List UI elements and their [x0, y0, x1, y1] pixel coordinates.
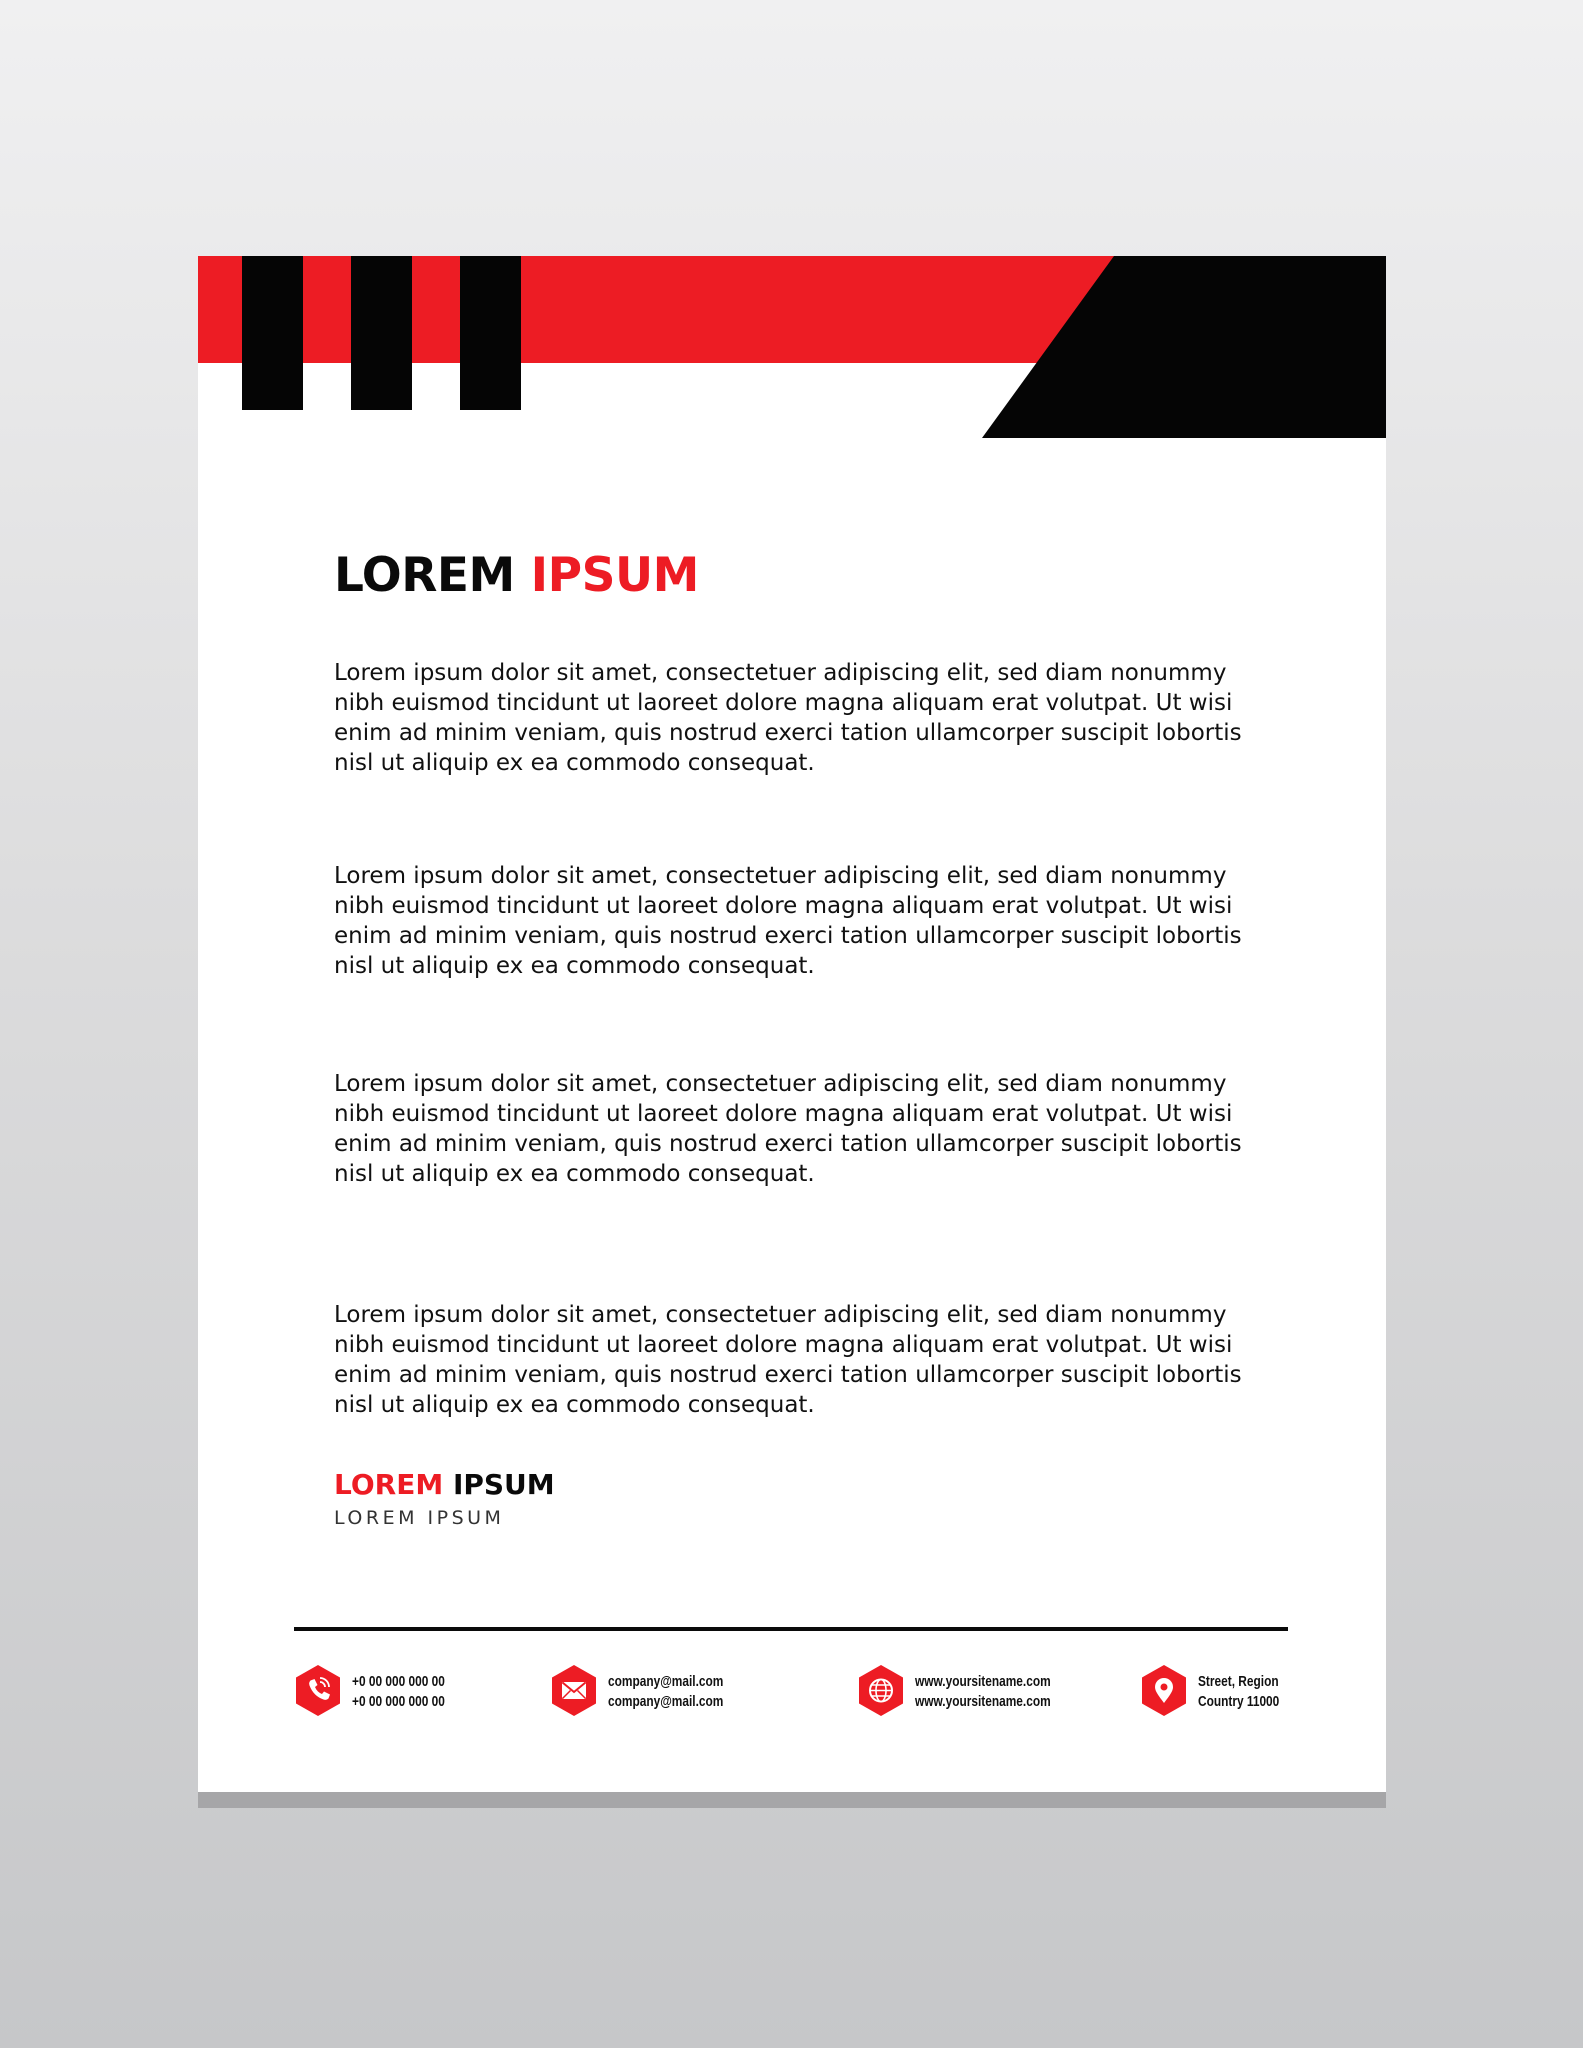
- contact-address-line: Country 11000: [1198, 1694, 1280, 1710]
- body-paragraph: Lorem ipsum dolor sit amet, consectetuer adipiscing elit, sed diam nonummy nibh euismod tincidunt ut laoreet dolore magna aliquam erat volutpat. Ut wisi enim ad minim veniam, quis nostrud exerci tation ullamcorper suscipit lobortis nisl ut aliquip ex ea commodo consequat.: [334, 1302, 1242, 1418]
- contact-phone-line: +0 00 000 000 00: [352, 1674, 445, 1690]
- body-paragraph: Lorem ipsum dolor sit amet, consectetuer adipiscing elit, sed diam nonummy nibh euismod tincidunt ut laoreet dolore magna aliquam erat volutpat. Ut wisi enim ad minim veniam, quis nostrud exerci tation ullamcorper suscipit lobortis nisl ut aliquip ex ea commodo consequat.: [334, 660, 1242, 776]
- header-corner-shape: [198, 256, 1386, 438]
- title-word-1: LOREM: [334, 548, 515, 603]
- contact-email-line: company@mail.com: [608, 1694, 724, 1710]
- envelope-icon: [550, 1664, 598, 1717]
- contact-phone-line: +0 00 000 000 00: [352, 1694, 445, 1710]
- phone-icon: [294, 1664, 342, 1717]
- signature-name-word-2: IPSUM: [452, 1468, 555, 1501]
- body-paragraph: Lorem ipsum dolor sit amet, consectetuer adipiscing elit, sed diam nonummy nibh euismod tincidunt ut laoreet dolore magna aliquam erat volutpat. Ut wisi enim ad minim veniam, quis nostrud exerci tation ullamcorper suscipit lobortis nisl ut aliquip ex ea commodo consequat.: [334, 1071, 1242, 1187]
- page-title: [334, 548, 699, 603]
- title-word-2: IPSUM: [530, 548, 699, 603]
- contact-email-line: company@mail.com: [608, 1674, 724, 1690]
- letterhead-page: [198, 256, 1386, 1792]
- contact-website-line: www.yoursitename.com: [915, 1674, 1051, 1690]
- signature-name: [334, 1468, 555, 1501]
- signature-subtitle: LOREM IPSUM: [334, 1507, 505, 1529]
- contact-website-line: www.yoursitename.com: [915, 1694, 1051, 1710]
- signature-name-word-1: LOREM: [334, 1468, 444, 1501]
- contact-address-line: Street, Region: [1198, 1674, 1279, 1690]
- globe-icon: [857, 1664, 905, 1717]
- body-paragraph: Lorem ipsum dolor sit amet, consectetuer adipiscing elit, sed diam nonummy nibh euismod tincidunt ut laoreet dolore magna aliquam erat volutpat. Ut wisi enim ad minim veniam, quis nostrud exerci tation ullamcorper suscipit lobortis nisl ut aliquip ex ea commodo consequat.: [334, 863, 1242, 979]
- footer-divider: [294, 1627, 1288, 1631]
- location-pin-icon: [1140, 1664, 1188, 1717]
